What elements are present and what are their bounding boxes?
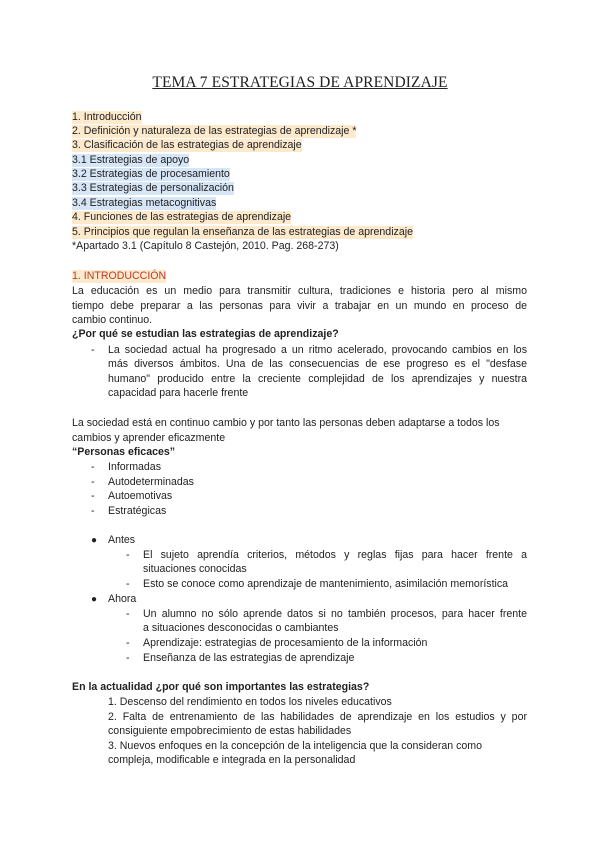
antes-label: Antes xyxy=(108,534,136,546)
para2-line-2: cambios y aprender eficazmente xyxy=(72,432,226,444)
personas-item: Autoemotivas xyxy=(108,490,173,502)
q2-item-1: 1. Descenso del rendimiento en todos los niveles educativos xyxy=(108,696,392,708)
q1-item-line-1: La sociedad actual ha progresado a un ritmo acelerado, provocando cambios en los xyxy=(108,344,527,356)
dash-marker: - xyxy=(126,578,130,590)
personas-item: Estratégicas xyxy=(108,505,167,517)
dash-marker: - xyxy=(91,344,95,356)
bullet-marker: ● xyxy=(91,535,98,546)
bullet-marker: ● xyxy=(91,594,98,605)
personas-heading: “Personas eficaces” xyxy=(72,446,176,458)
toc-item-3-2: 3.2 Estrategias de procesamiento xyxy=(72,168,230,180)
q2-item-2-line-1: 2. Falta de entrenamiento de las habilidades de aprendizaje en los estudios y por xyxy=(108,711,527,723)
intro-para-line-1: La educación es un medio para transmitir cultura, tradiciones e historia pero al mismo xyxy=(72,285,527,297)
question-heading-1: ¿Por qué se estudian las estrategias de aprendizaje? xyxy=(72,328,339,340)
intro-para-line-2: tiempo debe preparar a las personas para vivir a trabajar en un mundo en proceso de xyxy=(72,300,527,312)
dash-marker: - xyxy=(126,549,130,561)
dash-marker: - xyxy=(91,476,95,488)
antes-item-1-line-1: El sujeto aprendía criterios, métodos y reglas fijas para hacer frente a xyxy=(143,549,527,561)
dash-marker: - xyxy=(91,490,95,502)
dash-marker: - xyxy=(91,461,95,473)
q1-item-line-2: más diversos ámbitos. Una de las consecuencias de ese progreso es el "desfase xyxy=(108,358,527,370)
toc-item-3-4: 3.4 Estrategias metacognitivas xyxy=(72,197,217,209)
toc-item-2: 2. Definición y naturaleza de las estrategias de aprendizaje * xyxy=(72,125,357,137)
ahora-item-1-line-2: a situaciones desconocidas o cambiantes xyxy=(143,622,339,634)
page-title: TEMA 7 ESTRATEGIAS DE APRENDIZAJE xyxy=(152,74,448,91)
q2-item-3-line-1: 3. Nuevos enfoques en la concepción de la inteligencia que la consideran como xyxy=(108,740,482,752)
toc-item-4: 4. Funciones de las estrategias de aprendizaje xyxy=(72,211,292,223)
ahora-label: Ahora xyxy=(108,593,137,605)
q1-item-line-3: humano" producido entre la creciente complejidad de los aprendizajes y nuestra xyxy=(108,373,527,385)
dash-marker: - xyxy=(126,608,130,620)
toc-note: *Apartado 3.1 (Capítulo 8 Castejón, 2010. Pag. 268-273) xyxy=(72,240,339,252)
ahora-item-2: Aprendizaje: estrategias de procesamiento de la información xyxy=(143,637,428,649)
personas-item: Informadas xyxy=(108,461,161,473)
ahora-item-3: Enseñanza de las estrategias de aprendizaje xyxy=(143,652,355,664)
q1-item-line-4: capacidad para hacerle frente xyxy=(108,387,249,399)
para2-line-1: La sociedad está en continuo cambio y por tanto las personas deben adaptarse a todos los xyxy=(72,417,500,429)
toc-item-3: 3. Clasificación de las estrategias de aprendizaje xyxy=(72,139,302,151)
toc-item-3-3: 3.3 Estrategias de personalización xyxy=(72,182,234,194)
dash-marker: - xyxy=(126,652,130,664)
toc-item-5: 5. Principios que regulan la enseñanza de las estrategias de aprendizaje xyxy=(72,226,413,238)
antes-item-1-line-2: situaciones conocidas xyxy=(143,563,247,575)
question-heading-2: En la actualidad ¿por qué son importantes las estrategias? xyxy=(72,681,370,693)
ahora-item-1-line-1: Un alumno no sólo aprende datos si no también procesos, para hacer frente xyxy=(143,608,527,620)
intro-para-line-3: cambio continuo. xyxy=(72,314,153,326)
toc-item-3-1: 3.1 Estrategias de apoyo xyxy=(72,154,190,166)
q2-item-2-line-2: consiguiente empobrecimiento de estas habilidades xyxy=(108,725,352,737)
personas-item: Autodeterminadas xyxy=(108,476,194,488)
antes-item-2: Esto se conoce como aprendizaje de mantenimiento, asimilación memorística xyxy=(143,578,509,590)
dash-marker: - xyxy=(126,637,130,649)
section-heading-intro: 1. INTRODUCCIÓN xyxy=(72,270,167,282)
dash-marker: - xyxy=(91,505,95,517)
toc-item-1: 1. Introducción xyxy=(72,111,142,123)
q2-item-3-line-2: compleja, modificable e integrada en la personalidad xyxy=(108,754,356,766)
